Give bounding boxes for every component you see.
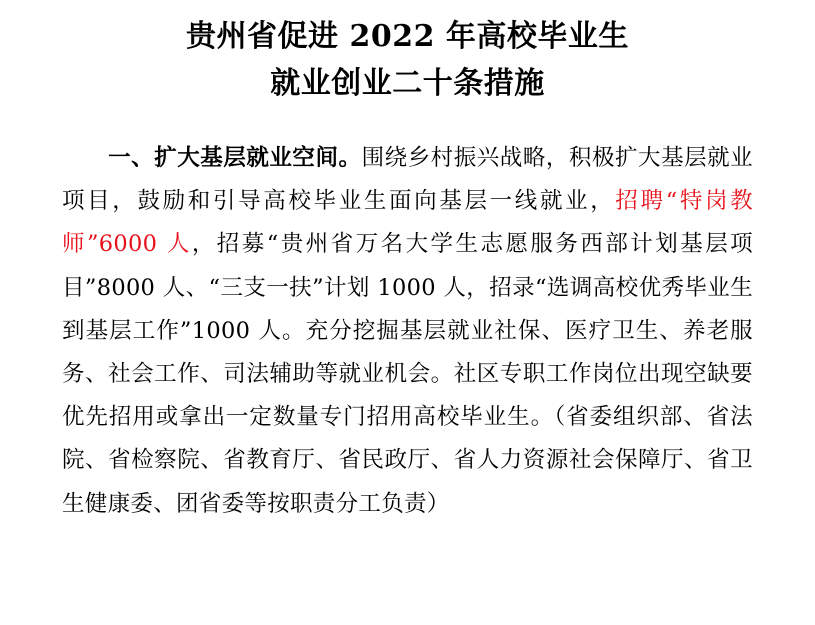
page-title [0,0,815,107]
page-title-line-2: 就业创业二十条措施 [270,65,545,101]
paragraph-section-one [62,137,753,526]
paragraph-text-before-highlight: 围绕乡村振兴战略，积极扩大基层就业项目，鼓励和引导高校毕业生面向基层一线就业， [62,145,753,215]
paragraph-text-after-highlight: ，招募“贵州省万名大学生志愿服务西部计划基层项目”8000 人、“三支一扶”计划 1000 人，招录“选调高校优秀毕业生到基层工作”1000 人。充分挖掘基层就业社保、医疗卫生、养老服务、社会工作、司法辅助等就业机会。社区专职工作岗位出现空缺要优先招用或拿出一定数量专门招用高校毕业生。（省委组织部、省法院、省检察院、省教育厅、省民政厅、省人力资源社会保障厅、省卫生健康委、团省委等按职责分工负责） [62,231,753,517]
paragraph-lead-heading: 一、扩大基层就业空间。 [108,145,362,171]
paragraph-highlighted-text: 招聘“特岗教师”6000 人 [62,188,753,258]
document-body [0,107,815,526]
page-title-line-1: 贵州省促进 2022 年高校毕业生 [186,19,629,54]
